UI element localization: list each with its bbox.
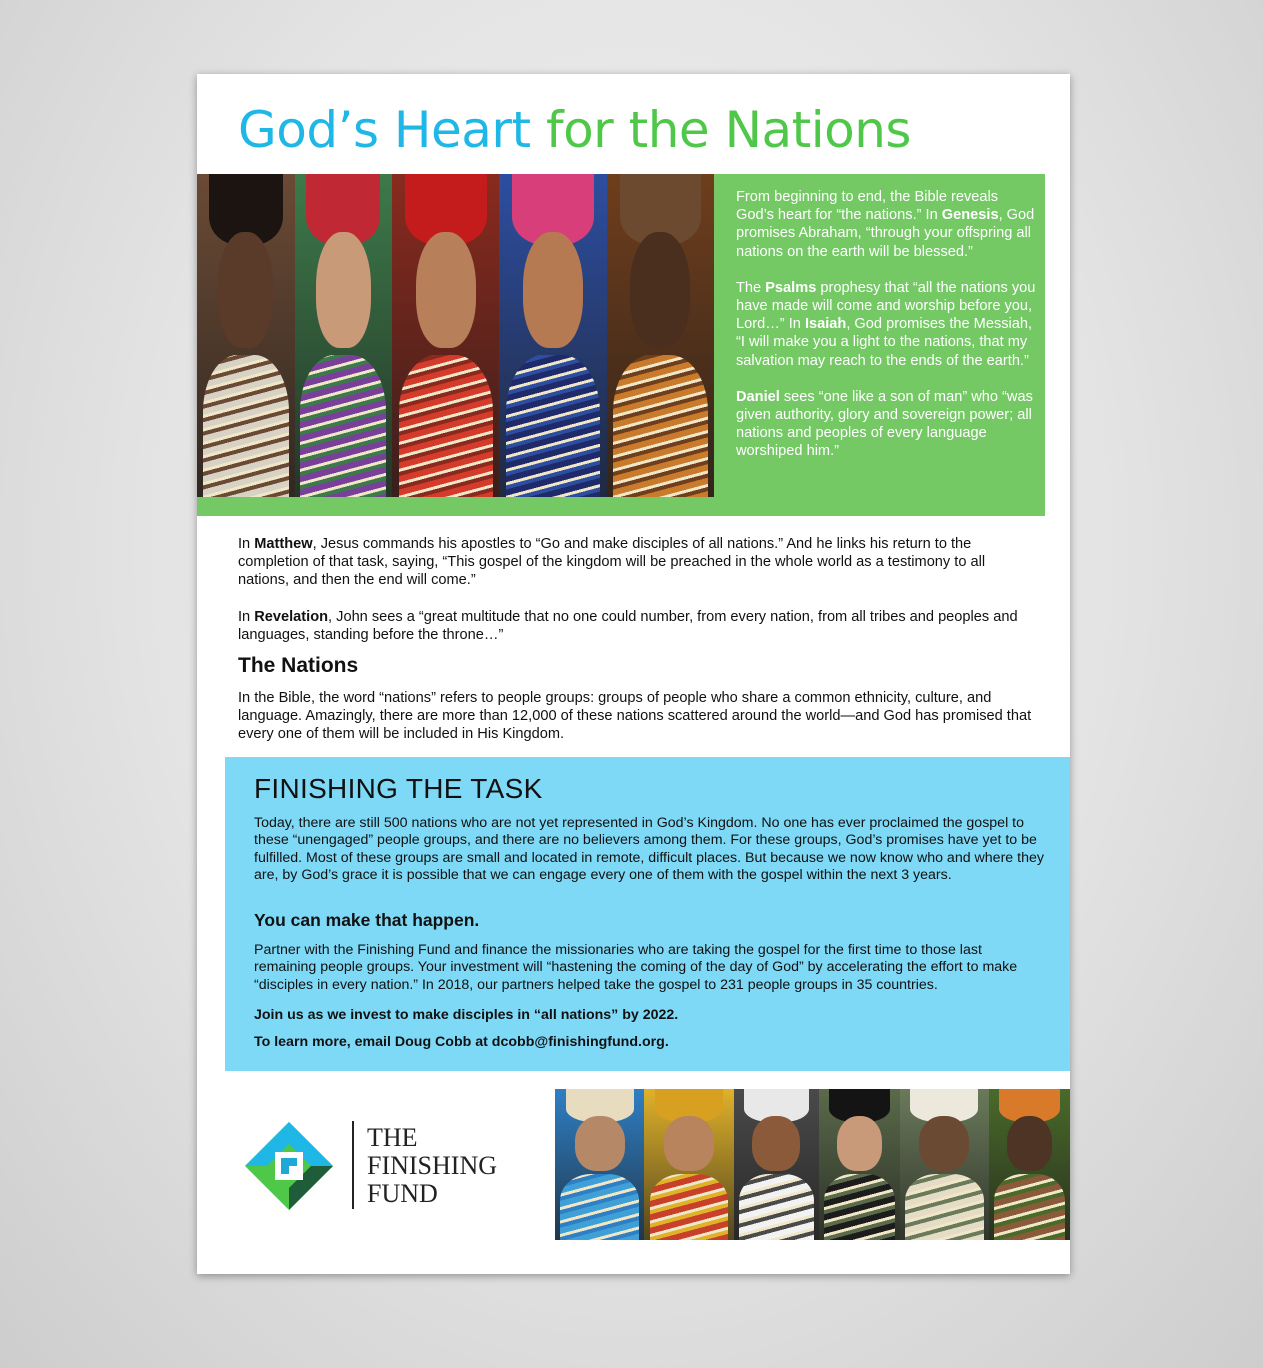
- hero-text: [736, 188, 1036, 479]
- title-part-blue: God’s Heart: [238, 101, 531, 159]
- portrait-2-photo: [295, 174, 393, 497]
- clothing-shape: [506, 355, 600, 497]
- hero-text-run: From beginning to end, the Bible reveals God’s heart for “the nations.” In: [736, 189, 999, 224]
- hero-text-bold: Genesis: [941, 207, 999, 224]
- clothing-shape: [824, 1174, 895, 1240]
- face-shape: [416, 232, 476, 348]
- clothing-shape: [994, 1174, 1065, 1240]
- clothing-shape: [650, 1174, 729, 1240]
- page-title: [238, 100, 911, 160]
- join-us-line: Join us as we invest to make disciples in “all nations” by 2022.: [254, 1007, 679, 1023]
- bportrait-2-photo: [644, 1089, 733, 1240]
- portrait-1-photo: [197, 174, 295, 497]
- hero-text-run: The: [736, 279, 766, 296]
- flyer-page: [197, 74, 1070, 1274]
- bportrait-1-photo: [555, 1089, 644, 1240]
- body-text-run: In: [238, 536, 255, 552]
- logo-wordmark: [367, 1124, 497, 1208]
- bottom-portrait-strip: [555, 1089, 1070, 1240]
- finishing-fund-logo: [241, 1118, 541, 1218]
- face-shape: [630, 232, 690, 348]
- face-shape: [837, 1116, 882, 1170]
- learn-more-line: To learn more, email Doug Cobb at dcobb@finishingfund.org.: [254, 1034, 669, 1050]
- body-text-bold: Matthew: [254, 536, 313, 552]
- hero-portrait-strip: [197, 174, 714, 497]
- hero-text-run: , God promises Abraham, “through your offspring all nations on the earth will be blessed.”: [736, 207, 1035, 260]
- hero-paragraph-genesis: [736, 188, 1036, 261]
- clothing-shape: [560, 1174, 639, 1240]
- logo-divider: [352, 1121, 354, 1209]
- partner-paragraph: Partner with the Finishing Fund and finance the missionaries who are taking the gospel for the first time to those last remaining people groups. Your investment will “hastening the coming of the day of God” by accelerating the effort to make “disciples in every nation.” In 2018, our partners helped take the gospel to 231 people groups in 35 countries.: [254, 942, 1018, 993]
- portrait-3-photo: [392, 174, 499, 497]
- finishing-task-box: [225, 757, 1070, 1071]
- hero-paragraph-daniel: [736, 388, 1036, 461]
- portrait-4-photo: [499, 174, 606, 497]
- revelation-paragraph: [238, 608, 1038, 644]
- task-subheading: You can make that happen.: [254, 910, 480, 930]
- bportrait-3-photo: [734, 1089, 819, 1240]
- task-heading: FINISHING THE TASK: [254, 773, 543, 804]
- logo-mark-icon: [241, 1118, 337, 1214]
- clothing-shape: [613, 355, 707, 497]
- logo-line-3: FUND: [367, 1179, 438, 1208]
- portrait-5-photo: [607, 174, 714, 497]
- title-part-green: for the Nations: [545, 101, 911, 159]
- clothing-shape: [399, 355, 493, 497]
- hero-text-run: , God promises the Messiah, “I will make you a light to the nations, that my salvation may reach to the ends of the earth.”: [736, 316, 1033, 369]
- clothing-shape: [739, 1174, 814, 1240]
- nations-heading: The Nations: [238, 654, 359, 677]
- face-shape: [523, 232, 583, 348]
- bportrait-6-photo: [989, 1089, 1070, 1240]
- face-shape: [664, 1116, 714, 1170]
- face-shape: [752, 1116, 800, 1170]
- body-text-run: , John sees a “great multitude that no one could number, from every nation, from all tribes and peoples and languages, standing before the throne…”: [238, 609, 1018, 644]
- hero-text-bold: Isaiah: [804, 316, 847, 333]
- face-shape: [316, 232, 371, 348]
- hero-paragraph-psalms: [736, 279, 1036, 370]
- clothing-shape: [203, 355, 289, 497]
- body-text-bold: Revelation: [254, 609, 329, 625]
- matthew-paragraph: [238, 535, 1038, 590]
- logo-line-1: THE: [367, 1123, 418, 1152]
- body-text-run: In: [238, 609, 255, 625]
- bportrait-4-photo: [819, 1089, 900, 1240]
- clothing-shape: [300, 355, 386, 497]
- face-shape: [1007, 1116, 1052, 1170]
- hero-text-run: prophesy that “all the nations you have made will come and worship before you, Lord…” In: [736, 279, 1036, 333]
- logo-line-2: FINISHING: [367, 1151, 497, 1180]
- face-shape: [919, 1116, 969, 1170]
- face-shape: [218, 232, 273, 348]
- nations-paragraph: In the Bible, the word “nations” refers to people groups: groups of people who share a common ethnicity, culture, and language. Amazingly, there are more than 12,000 of these nations scattered around the world—and God has promised that every one of them will be included in His Kingdom.: [238, 690, 1032, 743]
- hero-text-bold: Daniel: [736, 388, 780, 405]
- face-shape: [575, 1116, 625, 1170]
- body-text-run: , Jesus commands his apostles to “Go and make disciples of all nations.” And he links his return to the completion of that task, saying, “This gospel of the kingdom will be preached in the whole world as a testimony to all nations, and then the end will come.”: [238, 536, 986, 589]
- hero-text-bold: Psalms: [765, 279, 817, 296]
- hero-text-run: sees “one like a son of man” who “was given authority, glory and sovereign power; all nations and peoples of every language worshiped him.”: [736, 388, 1033, 460]
- clothing-shape: [905, 1174, 984, 1240]
- bportrait-5-photo: [900, 1089, 989, 1240]
- task-paragraph: Today, there are still 500 nations who are not yet represented in God’s Kingdom. No one has ever proclaimed the gospel to these “unengaged” people groups, and there are no believers among them. For these groups, God’s promises have yet to be fulfilled. Most of these groups are small and located in remote, difficult places. But because we now know who and where they are, by God’s grace it is possible that we can engage every one of them with the gospel within the next 3 years.: [254, 815, 1044, 884]
